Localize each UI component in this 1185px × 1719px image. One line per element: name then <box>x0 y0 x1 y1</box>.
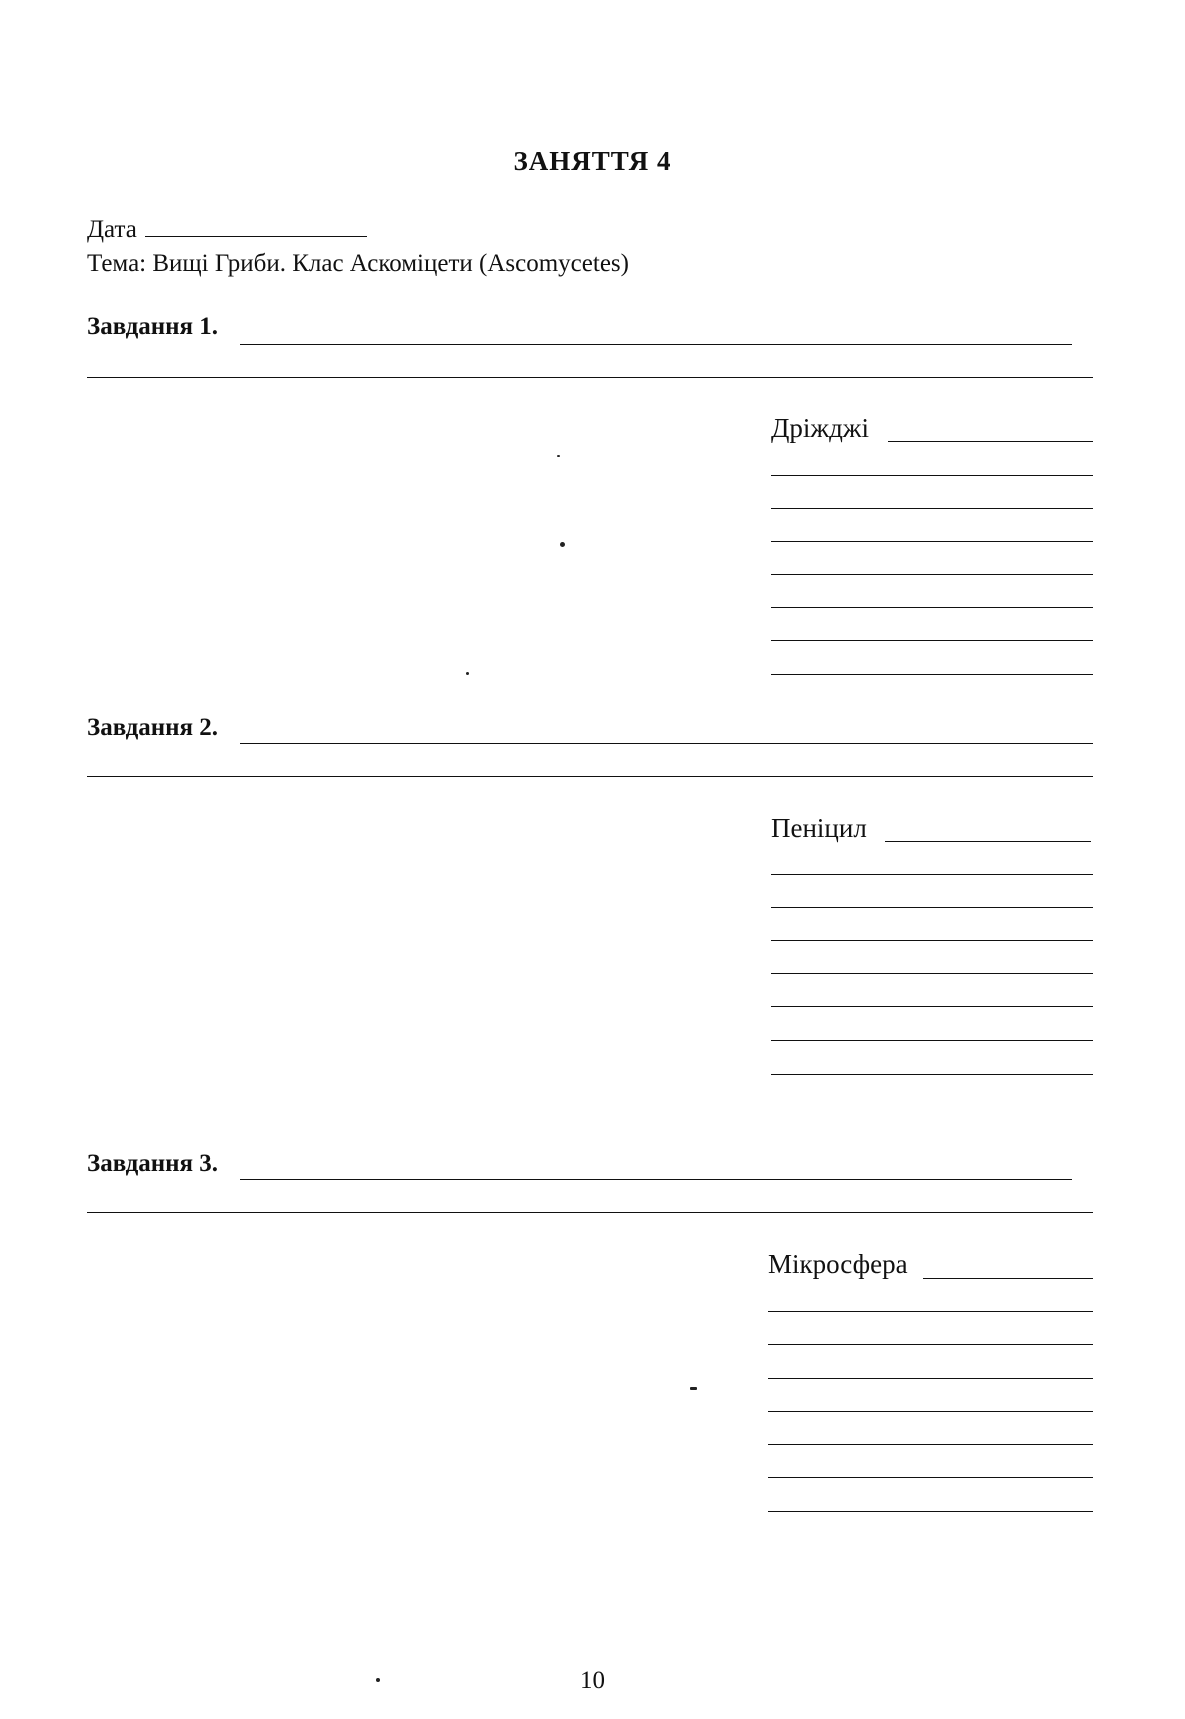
date-row <box>87 214 367 245</box>
task-3-note-line[interactable] <box>768 1344 1093 1345</box>
topic-line: Тема: Вищі Гриби. Клас Аскоміцети (Ascomycetes) <box>87 250 629 277</box>
task-1-note-line[interactable] <box>771 508 1093 509</box>
task-2-answer-line-2[interactable] <box>87 776 1093 777</box>
page-title: ЗАНЯТТЯ 4 <box>513 146 672 176</box>
page-number: 10 <box>580 1667 605 1694</box>
task-2-answer-line[interactable] <box>240 743 1093 744</box>
task-2-side-label: Пеніцил <box>771 813 867 843</box>
task-2-note-line[interactable] <box>771 940 1093 941</box>
task-1-note-line[interactable] <box>771 607 1093 608</box>
task-2-note-line[interactable] <box>771 1006 1093 1007</box>
task-1-note-line[interactable] <box>771 475 1093 476</box>
task-2-note-line[interactable] <box>771 1074 1093 1075</box>
task-1-note-line[interactable] <box>771 574 1093 575</box>
task-1-side-label: Дріжджі <box>771 413 869 443</box>
task-1-answer-line-2[interactable] <box>87 377 1093 378</box>
scan-speck <box>466 672 469 675</box>
task-3-note-line[interactable] <box>768 1311 1093 1312</box>
scan-speck <box>557 455 560 457</box>
task-3-note-line[interactable] <box>768 1511 1093 1512</box>
scan-speck <box>690 1387 697 1390</box>
task-2-label-blank[interactable] <box>885 841 1091 842</box>
task-3-heading: Завдання 3. <box>87 1150 219 1177</box>
task-3-note-line[interactable] <box>768 1411 1093 1412</box>
task-1-note-line[interactable] <box>771 541 1093 542</box>
task-1-note-line[interactable] <box>771 640 1093 641</box>
scan-speck <box>560 542 565 547</box>
task-3-note-line[interactable] <box>768 1477 1093 1478</box>
task-3-note-line[interactable] <box>768 1444 1093 1445</box>
task-1-answer-line[interactable] <box>240 344 1072 345</box>
task-1-label-blank[interactable] <box>888 441 1093 442</box>
task-3-note-line[interactable] <box>768 1378 1093 1379</box>
task-3-side-label: Мікросфера <box>768 1249 908 1279</box>
task-1-heading: Завдання 1. <box>87 313 219 340</box>
date-blank-line[interactable] <box>145 214 367 237</box>
task-2-note-line[interactable] <box>771 874 1093 875</box>
task-2-note-line[interactable] <box>771 1040 1093 1041</box>
task-2-note-line[interactable] <box>771 973 1093 974</box>
task-3-label-blank[interactable] <box>923 1278 1093 1279</box>
task-3-answer-line[interactable] <box>240 1179 1072 1180</box>
task-2-heading: Завдання 2. <box>87 714 219 741</box>
date-label: Дата <box>87 216 137 243</box>
task-3-answer-line-2[interactable] <box>87 1212 1093 1213</box>
task-2-note-line[interactable] <box>771 907 1093 908</box>
task-1-note-line[interactable] <box>771 674 1093 675</box>
